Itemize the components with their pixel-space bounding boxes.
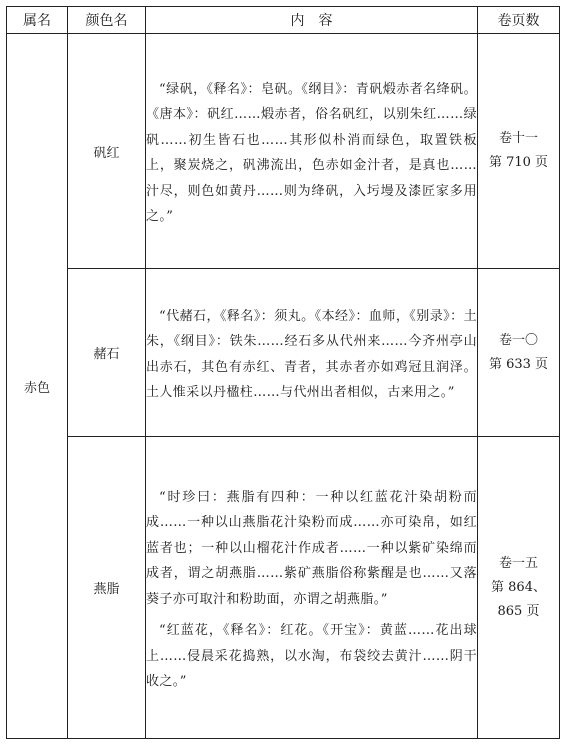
color-reference-table	[6, 6, 560, 739]
volume-line: 卷一〇	[498, 332, 538, 348]
volume-line: 卷十一	[498, 131, 538, 146]
table-row	[7, 34, 560, 269]
volume-line: 卷一五	[498, 555, 538, 571]
header-attr: 属名	[7, 7, 68, 34]
header-content: 内 容	[146, 7, 478, 34]
volume-line: 第 710 页	[488, 155, 549, 170]
content-paragraph: “红蓝花，《释名》：红花。《开宝》：黄蓝……花出球上……侵晨采花捣熟，以水淘，布袋绞去黄汁……阴干收之。”	[146, 623, 477, 689]
content-cell	[146, 34, 478, 269]
content-cell	[146, 269, 478, 437]
volume-line: 第 633 页	[488, 356, 549, 372]
volume-cell	[478, 34, 560, 269]
content-paragraph: “代赭石，《释名》：须丸。《本经》：血师，《别录》：土朱，《纲目》：铁朱……经石多从代州来……今齐州亭山出赤石，其色有赤红、青者，其赤者亦如鸡冠且润泽。土人惟采以丹楹柱……与代州出者相似，古来用之。”	[146, 308, 477, 400]
content-cell	[146, 437, 478, 739]
header-row	[7, 7, 560, 34]
color-name-cell: 矾红	[68, 34, 146, 269]
attribute-cell: 赤色	[7, 34, 68, 739]
header-color: 颜色名	[68, 7, 146, 34]
volume-cell	[478, 437, 560, 739]
volume-cell	[478, 269, 560, 437]
color-name-cell: 赭石	[68, 269, 146, 437]
table-row	[7, 269, 560, 437]
color-name-cell: 燕脂	[68, 437, 146, 739]
content-paragraph: “时珍曰：燕脂有四种：一种以红蓝花汁染胡粉而成……一种以山燕脂花汁染粉而成……亦可染帛，如红蓝者也；一种以山榴花汁作成者……一种以紫矿染绵而成者，谓之胡燕脂……紫矿燕脂俗称紫醒是也……又落葵子亦可取汁和粉助面，亦谓之胡燕脂。”	[146, 489, 477, 607]
volume-line: 第 864、	[491, 579, 546, 595]
volume-line: 865 页	[497, 603, 540, 619]
table-row	[7, 437, 560, 739]
content-paragraph: “绿矾，《释名》：皂矾。《纲目》：青矾煅赤者名绛矾。《唐本》：矾红……煅赤者，俗名矾红，以别朱红……绿矾……初生皆石也……其形似朴消而绿色，取置铁板上，聚炭烧之，矾沸流出，色赤如金汁者，是真也……汁尽，则色如黄丹……则为绛矾，入圬墁及漆匠家多用之。”	[146, 81, 477, 224]
header-volume: 卷页数	[478, 7, 560, 34]
